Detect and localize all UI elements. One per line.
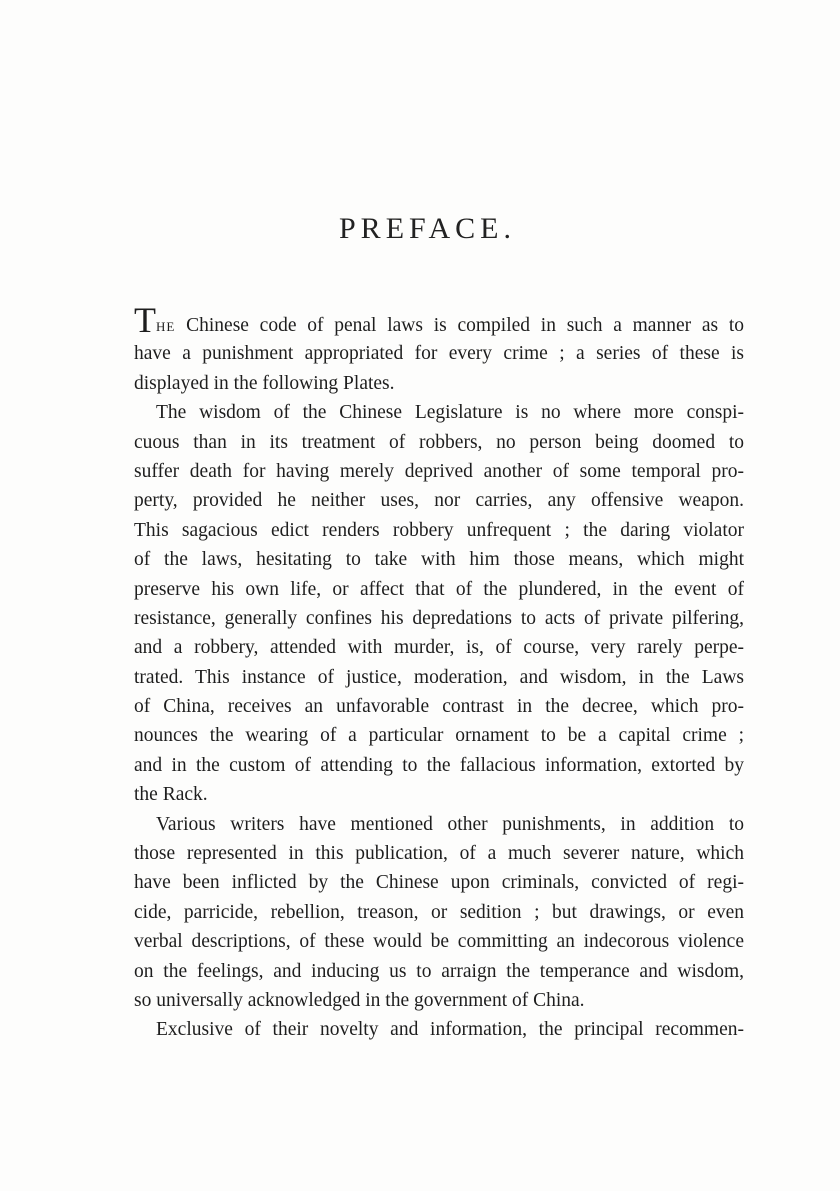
page-title: PREFACE. (339, 212, 516, 245)
text-line: cuous than in its treatment of robbers, no person being doomed to (134, 431, 744, 453)
text-line: and a robbery, attended with murder, is, of course, very rarely perpe- (134, 637, 744, 659)
text-line: resistance, generally confines his depredations to acts of private pilfering, (134, 607, 744, 629)
text-line: THE Chinese code of penal laws is compiled in such a manner as to (134, 300, 745, 340)
text-line: The wisdom of the Chinese Legislature is no where more conspi- (156, 402, 744, 424)
text-line: Exclusive of their novelty and information, the principal recommen- (156, 1019, 744, 1041)
paragraph-2 (134, 398, 744, 809)
text-line: This sagacious edict renders robbery unfrequent ; the daring violator (134, 519, 744, 541)
text-line: the Rack. (134, 784, 208, 806)
small-caps-word: HE (156, 319, 176, 334)
text-line: of China, receives an unfavorable contrast in the decree, which pro- (134, 696, 744, 718)
text-line: on the feelings, and inducing us to arraign the temperance and wisdom, (134, 960, 744, 982)
text-line: of the laws, hesitating to take with him those means, which might (134, 549, 744, 571)
paragraph-3 (134, 810, 744, 1016)
text-line: preserve his own life, or affect that of the plundered, in the event of (134, 578, 744, 600)
text-line: suffer death for having merely deprived another of some temporal pro- (134, 460, 744, 482)
text-line: displayed in the following Plates. (134, 372, 395, 394)
text-line: and in the custom of attending to the fallacious information, extorted by (134, 754, 744, 776)
text-line: perty, provided he neither uses, nor carries, any offensive weapon. (134, 490, 744, 512)
text-line: have a punishment appropriated for every crime ; a series of these is (134, 343, 744, 365)
text-line: cide, parricide, rebellion, treason, or sedition ; but drawings, or even (134, 901, 744, 923)
text-line: those represented in this publication, of a much severer nature, which (134, 843, 744, 865)
text-line: Various writers have mentioned other punishments, in addition to (156, 813, 744, 835)
text-line: trated. This instance of justice, moderation, and wisdom, in the Laws (134, 666, 744, 688)
text-line: have been inflicted by the Chinese upon criminals, convicted of regi- (134, 872, 744, 894)
paragraph-4 (134, 1015, 744, 1044)
text-line: verbal descriptions, of these would be committing an indecorous violence (134, 931, 744, 953)
text-line: nounces the wearing of a particular ornament to be a capital crime ; (134, 725, 744, 747)
paragraph-1 (134, 300, 745, 398)
preface-body (134, 300, 745, 1045)
text-line: so universally acknowledged in the government of China. (134, 989, 585, 1011)
drop-cap: T (134, 300, 156, 340)
